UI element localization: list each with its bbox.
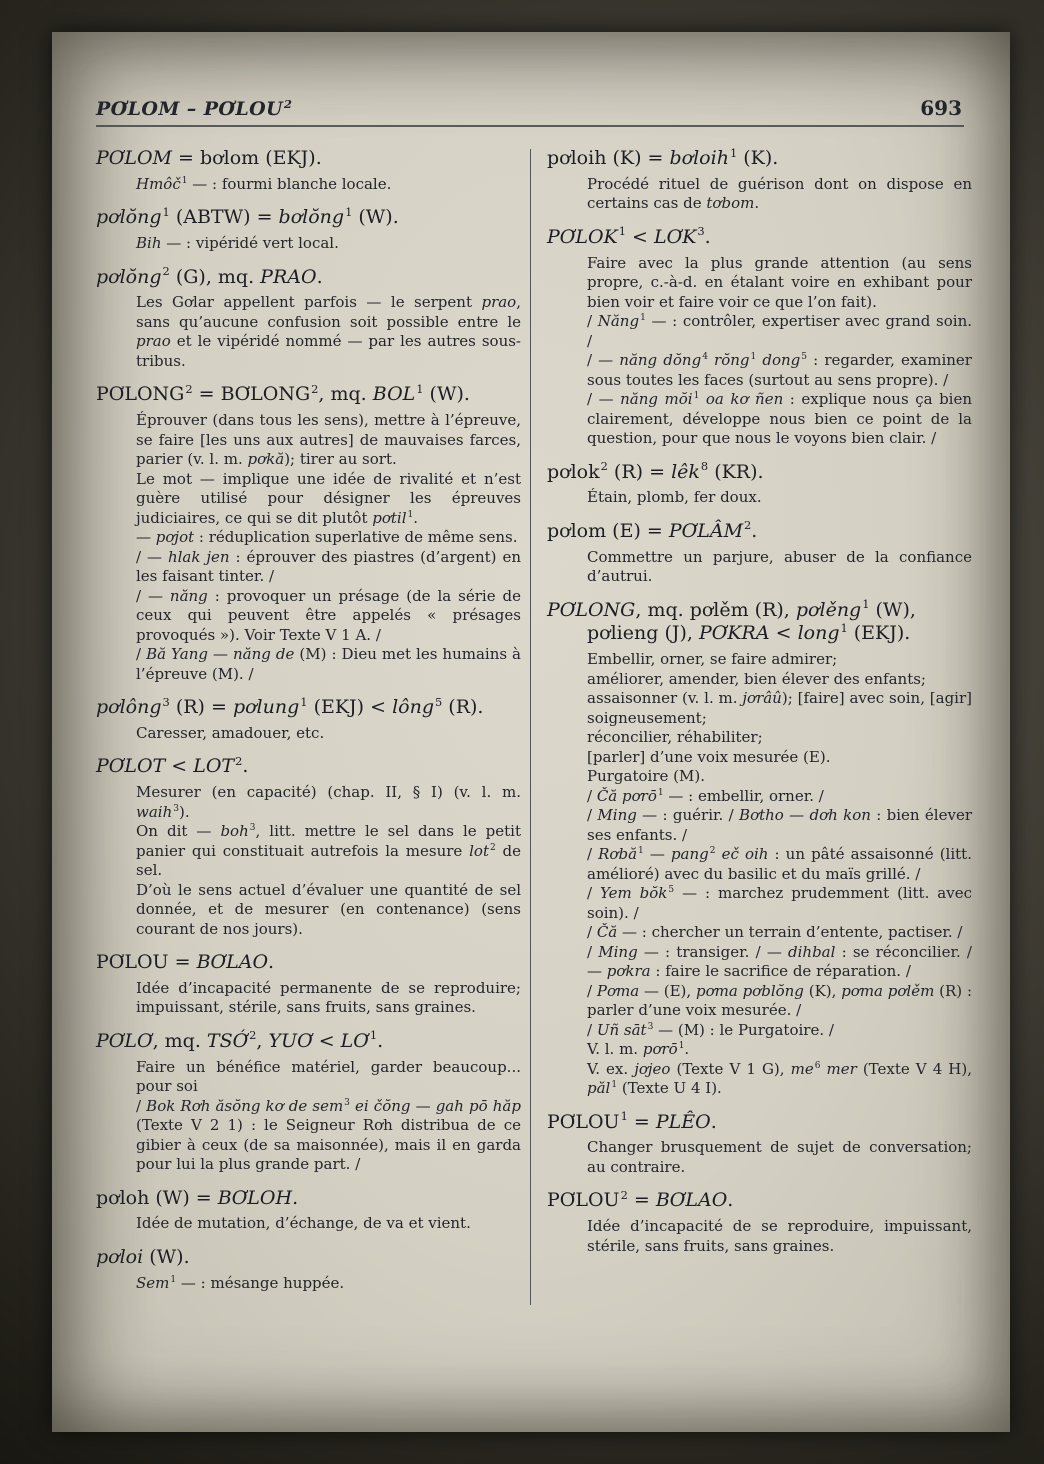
entry-definition: / Ming — : transiger. / — dihbal : se réconcilier. / — pơkra : faire le sacrifice de réparation. / <box>587 942 972 980</box>
column-right <box>547 147 972 1305</box>
entry-headword: pơlŏng$^2$ (G), mq. PRAO. <box>96 264 323 288</box>
dictionary-entry <box>96 147 521 194</box>
dictionary-entry <box>96 266 521 372</box>
entry-headword: pơlom $(E) = PƠLÂM^2$. <box>547 518 758 542</box>
entry-headword: pơloih (K) = bơloih$^1$ (K). <box>547 145 779 169</box>
entry-definition: / Pơma — (E), pơma pơblŏng (K), pơma pơlěm (R) : parler d’une voix mesurée. / <box>587 981 972 1019</box>
dictionary-entry <box>96 755 521 939</box>
entry-definition: / Ming — : guérir. / Bơtho — dơh kon : bien élever ses enfants. / <box>587 806 973 844</box>
dictionary-entry <box>96 206 521 253</box>
entry-definition: / Čă — : chercher un terrain d’entente, pactiser. / <box>587 923 963 941</box>
entry-definition: / — hlak jen : éprouver des piastres (d’argent) en les faisant tinter. / <box>136 547 521 585</box>
entry-definition: D’où le sens actuel d’évaluer une quantité de sel donnée, et de mesurer (en contenance) (sens courant de nos jours). <box>136 880 521 938</box>
entry-definition: / Năng$^1$ — : contrôler, expertiser avec grand soin. / <box>587 312 973 350</box>
dictionary-entry <box>547 599 972 1099</box>
entry-headword: pơloh (W) = BƠLOH. <box>96 1186 299 1209</box>
entry-headword: PƠLOU = BƠLAO. <box>96 951 275 973</box>
dictionary-entry <box>547 461 972 508</box>
entry-definition: V. ex. jơjeo (Texte V 1 G), $me^6$ mer (Texte V 4 H), păl$^1$ (Texte U 4 I). <box>587 1059 972 1097</box>
entry-headword: $PƠLOU^2$ = BƠLAO. <box>547 1187 734 1212</box>
entry-headword: PƠLOM = bơlom (EKJ). <box>96 147 322 169</box>
entry-definition: Idée de mutation, d’échange, de va et vient. <box>136 1214 471 1233</box>
text-columns <box>52 127 1010 1305</box>
entry-definition: On dit — boh$^3$, litt. mettre le sel dans le petit panier qui constituait autrefois la mesure lot$^2$ de sel. <box>136 822 522 879</box>
entry-definition: Sem$^1$ — : mésange huppée. <box>136 1273 345 1292</box>
entry-headword: PƠLONG, mq. pơlěm (R), pơlěng$^1$ (W), pơlieng (J), PƠKRA < long$^1$ (EKJ). <box>547 597 916 645</box>
running-header: PƠLOM – PƠLOU$^2$ <box>96 96 293 120</box>
entry-definition: / Uñ sāt$^3$ — (M) : le Purgatoire. / <box>587 1020 834 1039</box>
entry-headword: pơlŏng$^1$ (ABTW) = bơlŏng$^1$ (W). <box>96 204 399 229</box>
entry-definition: [parler] d’une voix mesurée (E). <box>587 747 831 766</box>
entry-definition: Étain, plomb, fer doux. <box>587 488 762 507</box>
dictionary-entry <box>96 951 521 1018</box>
dictionary-entry <box>547 1111 972 1178</box>
header-rule <box>96 125 964 127</box>
entry-definition: améliorer, amender, bien élever des enfants; <box>587 669 926 688</box>
entry-definition: Idée d’incapacité permanente de se reproduire; impuissant, stérile, sans fruits, sans graines. <box>136 978 521 1017</box>
book-page <box>52 32 1010 1432</box>
entry-definition: Faire un bénéfice matériel, garder beaucoup... pour soi <box>136 1057 521 1095</box>
entry-definition: Le mot — implique une idée de rivalité et n’est guère utilisé pour désigner les épreuves judiciaires, ce qui se dit plutôt pơtil$^1$. <box>136 469 521 527</box>
entry-definition: Commettre un parjure, abuser de la confiance d’autrui. <box>587 547 972 585</box>
entry-definition: / — năng : provoquer un présage (de la série de ceux qui peuvent être appelés « présages provoqués »). Voir Texte V 1 A. / <box>136 586 521 644</box>
entry-definition: / Čă pơrō$^1$ — : embellir, orner. / <box>587 786 824 805</box>
entry-definition: / Bok Rơh ăsŏng kơ de sem$^3$ ei čŏng — gah pō hăp (Texte V 2 1) : le Seigneur Rơh distribua de ce gibier à ceux (de sa maisonnée), mais il en garda pour lui la plus grande part. / <box>136 1096 521 1173</box>
entry-headword: PƠLOT < $LOT^2$. <box>96 753 249 778</box>
entry-definition: / — năng mŏi$^1$ oa kơ ñen : explique nous ça bien clairement, développe nous bien ce point de la question, pour que nous le voyons bien clair. / <box>587 390 973 447</box>
entry-definition: Purgatoire (M). <box>587 767 705 785</box>
entry-definition: / — năng dŏng$^4$ rŏng$^1$ dong$^5$ : regarder, examiner sous toutes les faces (surtout au sens propre). / <box>587 351 972 389</box>
entry-headword: $PƠLONG^2$ = $BƠLONG^2$, mq. BOL$^1$ (W). <box>96 381 470 406</box>
dictionary-entry <box>547 520 972 587</box>
entry-definition: Embellir, orner, se faire admirer; <box>587 650 838 668</box>
entry-definition: / Bă Yang — năng de (M) : Dieu met les humains à l’épreuve (M). / <box>136 645 522 683</box>
dictionary-entry <box>96 1030 521 1175</box>
entry-headword: $PƠLOK^1$ < $LƠK^3$. <box>547 224 711 248</box>
entry-definition: / Rơbă$^1$ — pang$^2$ eč oih : un pâté assaisonné (litt. amélioré) avec du basilic et du maïs grillé. / <box>587 845 972 883</box>
entry-headword: $PƠLOU^1$ = PLÊO. <box>547 1109 717 1133</box>
column-divider <box>530 149 531 1305</box>
entry-definition: Faire avec la plus grande attention (au sens propre, c.-à-d. en étalant voire en exhibant pour bien voir et faire voir ce que l’on fait). <box>587 253 972 311</box>
entry-definition: réconcilier, réhabiliter; <box>587 728 763 746</box>
entry-definition: Mesurer (en capacité) (chap. II, § I) (v. l. m. waih$^3$). <box>136 783 521 821</box>
dictionary-entry <box>96 1187 521 1234</box>
dictionary-entry <box>547 226 972 449</box>
entry-definition: V. l. m. pơrō$^1$. <box>587 1040 690 1058</box>
entry-definition: Éprouver (dans tous les sens), mettre à l’épreuve, se faire [les uns aux autres] de mauvaises farces, parier (v. l. m. pơkă); tirer au sort. <box>136 411 521 468</box>
dictionary-entry <box>96 383 521 684</box>
entry-definition: / Yem bŏk$^5$ — : marchez prudemment (litt. avec soin). / <box>587 884 972 922</box>
entry-definition: Les Gơlar appellent parfois — le serpent prao, sans qu’aucune confusion soit possible entre le prao et le vipéridé nommé — par les autres sous-tribus. <box>136 293 521 370</box>
column-left <box>96 147 521 1305</box>
entry-definition: Procédé rituel de guérison dont on dispose en certains cas de tơbom. <box>587 174 972 213</box>
entry-headword: pơlok$^2$ (R) = lêk$^8$ (KR). <box>547 459 764 483</box>
entry-definition: Idée d’incapacité de se reproduire, impuissant, stérile, sans fruits, sans graines. <box>587 1217 972 1255</box>
entry-headword: pơlông$^3$ (R) = pơlung$^1$ (EKJ) < lông$^5$ (R). <box>96 694 484 718</box>
entry-definition: Caresser, amadouer, etc. <box>136 723 325 742</box>
dictionary-entry <box>96 1246 521 1293</box>
entry-definition: — pơjot : réduplication superlative de même sens. <box>136 528 518 546</box>
dictionary-entry <box>547 147 972 214</box>
page-number: 693 <box>920 96 962 120</box>
entry-definition: assaisonner (v. l. m. jơrâû); [faire] avec soin, [agir] soigneusement; <box>587 689 973 727</box>
entry-definition: Changer brusquement de sujet de conversation; au contraire. <box>587 1138 972 1176</box>
entry-headword: pơloi (W). <box>96 1245 190 1268</box>
dictionary-entry <box>96 696 521 743</box>
dictionary-entry <box>547 1189 972 1256</box>
entry-definition: Bih — : vipéridé vert local. <box>136 234 339 252</box>
page-header <box>52 96 1010 120</box>
entry-headword: PƠLƠ, mq. TSỚ$^2$, YUƠ < $LƠ^1$. <box>96 1028 384 1052</box>
entry-definition: Hmôč$^1$ — : fourmi blanche locale. <box>136 174 392 193</box>
